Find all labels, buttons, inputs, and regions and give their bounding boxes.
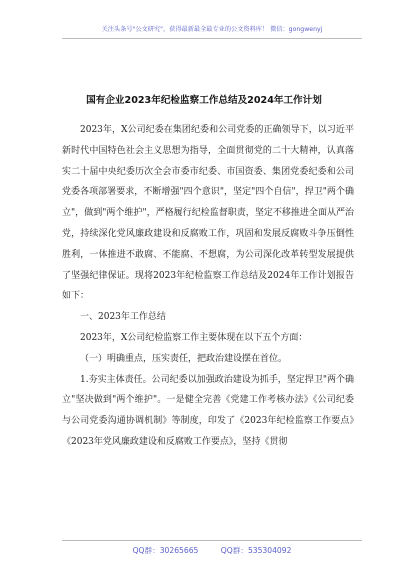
paragraph-item-1: 1.夯实主体责任。公司纪委以加强政治建设为抓手，坚定捍卫"两个确立"坚决做到"两个维护"。一是健全完善《党建工作考核办法》《公司纪委与公司党委沟通协调机制》等制度，印发了《2023年纪检监察工作要点》《2023年党风廉政建设和反腐败工作要点》，坚持《贯彻: [62, 374, 354, 447]
paragraph-intro: 2023年，X公司纪委在集团纪委和公司党委的正确领导下，以习近平新时代中国特色社会主义思想为指导，全面贯彻党的二十大精神，认真落实二十届中央纪委历次全会市委市纪委、市国资委、集团党委纪委和公司党委各项部署要求，不断增强"四个意识"，坚定"四个自信"，捍卫"两个确立"，做到"两个维护"，严格履行纪检监督职责，坚定不移推进全面从严治党，持续深化党风廉政建设和反腐败工作，巩固和发展反腐败斗争压倒性胜利，一体推进不敢腐、不能腐、不想腐，为公司深化改革转型发展提供了坚强纪律保证。现将2023年纪检监察工作总结及2024年工作计划报告如下：: [62, 125, 354, 302]
paragraph-summary: 2023年，X公司纪检监察工作主要体现在以下五个方面：: [80, 332, 308, 343]
document-body: [62, 120, 354, 453]
document-title: 国有企业2023年纪检监察工作总结及2024年工作计划: [86, 95, 322, 106]
footer-qq-group-2: QQ群：535304092: [220, 546, 292, 555]
footer: [62, 540, 362, 556]
subsection-heading: （一）明确重点，压实责任，把政治建设摆在首位。: [80, 353, 288, 364]
footer-qq-group-1: QQ群：30265665: [132, 546, 199, 555]
section-heading: 一、2023年工作总结: [80, 312, 166, 323]
header-banner: 关注头条号"公文研究"，获得最新最全最专业的公文资料库！ 微信：gongwenyj: [101, 26, 323, 33]
